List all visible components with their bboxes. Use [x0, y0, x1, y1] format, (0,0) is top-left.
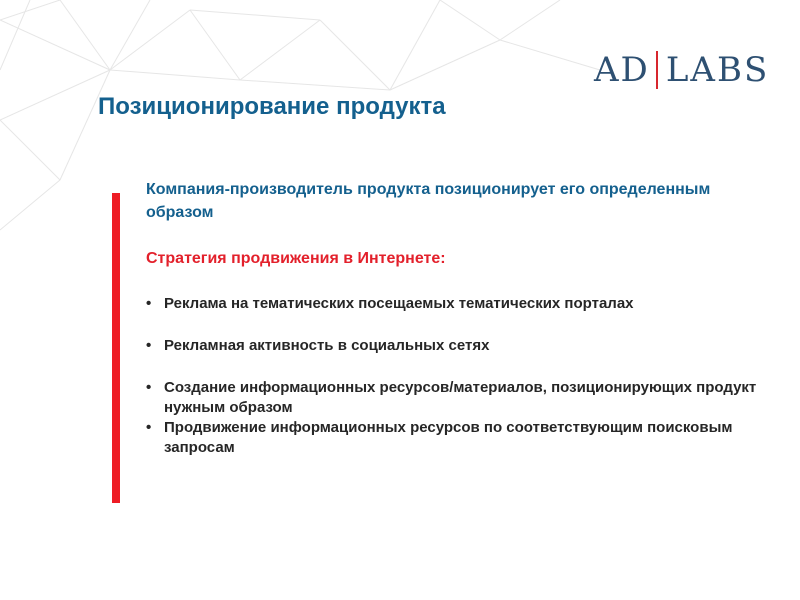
logo-separator: [656, 51, 658, 89]
logo-text-ad: AD: [594, 50, 650, 90]
list-item-text: Реклама на тематических посещаемых тематических порталах: [164, 295, 634, 312]
strategy-heading: Стратегия продвижения в Интернете:: [146, 250, 446, 267]
bullet-icon: •: [146, 337, 152, 354]
page-title: Позиционирование продукта: [98, 93, 446, 120]
strategy-list: [146, 294, 766, 458]
adlabs-logo: [594, 50, 769, 90]
list-item: [146, 418, 766, 458]
bullet-icon: •: [146, 419, 152, 436]
accent-bar: [112, 193, 120, 503]
bullet-icon: •: [146, 379, 152, 396]
list-item-text: Продвижение информационных ресурсов по соответствующим поисковым запросам: [164, 419, 733, 456]
list-item: [146, 378, 766, 418]
list-item-text: Рекламная активность в социальных сетях: [164, 337, 490, 354]
list-item-text: Создание информационных ресурсов/материалов, позиционирующих продукт нужным образом: [164, 379, 757, 416]
content-block: [146, 178, 766, 458]
bullet-icon: •: [146, 295, 152, 312]
list-item: [146, 336, 766, 356]
intro-text: Компания-производитель продукта позиционирует его определенным образом: [146, 181, 711, 221]
list-item: [146, 294, 766, 314]
logo-text-labs: LABS: [665, 50, 770, 90]
